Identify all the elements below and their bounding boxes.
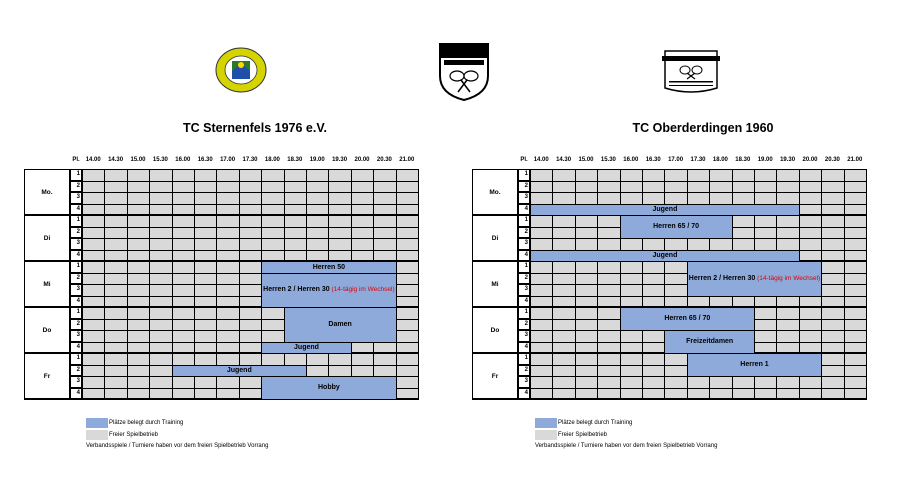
day-label: Do (24, 307, 70, 353)
training-block-text (689, 274, 820, 284)
day-label: Mi (472, 261, 518, 307)
training-block-label: Herren 65 / 70 (664, 315, 711, 323)
court-number: 2 (70, 319, 82, 331)
time-header: 20.00 (802, 157, 818, 163)
court-number: 4 (70, 296, 82, 308)
day-label: Mi (24, 261, 70, 307)
training-block-text (227, 366, 252, 375)
legend-training-swatch (86, 418, 108, 428)
court-number: 2 (70, 227, 82, 239)
time-header: 18.30 (287, 157, 303, 163)
legend-free-label: Freier Spielbetrieb (558, 432, 608, 438)
court-number: 2 (518, 319, 530, 331)
training-block[interactable] (620, 215, 733, 239)
training-block-text (653, 222, 699, 231)
time-header: 14.00 (533, 157, 549, 163)
training-block[interactable] (664, 330, 755, 354)
court-number: 3 (518, 376, 530, 388)
legend-free-swatch (86, 430, 108, 440)
training-block-label: Herren 1 (740, 361, 769, 369)
day-label: Fr (472, 353, 518, 399)
time-header: 17.00 (668, 157, 684, 163)
training-block-label: Jugend (226, 367, 252, 375)
tc-sternenfels-logo (215, 47, 267, 93)
time-header: 18.00 (264, 157, 280, 163)
court-number: 3 (70, 330, 82, 342)
legend-note: Verbandsspiele / Turniere haben vor dem freien Spielbetrieb Vorrang (535, 443, 718, 449)
training-block-text (652, 251, 677, 260)
time-header: 15.30 (600, 157, 616, 163)
court-number: 3 (518, 192, 530, 204)
legend-free-swatch (535, 430, 557, 440)
time-header: 19.00 (757, 157, 773, 163)
club-title-sternenfels: TC Sternenfels 1976 e.V. (182, 121, 328, 135)
time-header: 21.00 (847, 157, 863, 163)
time-header: 15.00 (578, 157, 594, 163)
court-number: 4 (518, 204, 530, 216)
court-number: 1 (70, 353, 82, 365)
training-block-text (686, 337, 733, 346)
training-block-label: Freizeitdamen (686, 338, 734, 346)
day-label: Di (472, 215, 518, 261)
court-number: 2 (518, 181, 530, 193)
training-block-label: Jugend (652, 206, 678, 214)
training-block[interactable] (620, 307, 755, 331)
court-number: 3 (518, 238, 530, 250)
court-number: 2 (518, 273, 530, 285)
time-header: 16.30 (197, 157, 213, 163)
training-block-text (740, 360, 768, 369)
court-number: 4 (70, 204, 82, 216)
legend-training-label: Plätze belegt durch Training (558, 420, 633, 426)
time-header: 20.30 (824, 157, 840, 163)
legend-training-swatch (535, 418, 557, 428)
day-label: Di (24, 215, 70, 261)
court-column-header: Pl. (520, 157, 528, 163)
court-number: 1 (70, 169, 82, 181)
time-header: 19.00 (309, 157, 325, 163)
court-number: 1 (70, 307, 82, 319)
court-number: 4 (70, 388, 82, 400)
time-header: 15.00 (130, 157, 146, 163)
training-block[interactable] (261, 376, 396, 400)
training-block[interactable] (261, 342, 352, 355)
time-header: 17.30 (242, 157, 258, 163)
club-title-oberderdingen: TC Oberderdingen 1960 (632, 121, 774, 135)
court-number: 2 (518, 227, 530, 239)
training-block[interactable] (687, 261, 822, 297)
court-number: 1 (70, 215, 82, 227)
time-header: 18.30 (735, 157, 751, 163)
training-block[interactable] (284, 307, 397, 343)
court-number: 2 (70, 365, 82, 377)
time-header: 20.00 (354, 157, 370, 163)
time-header: 16.00 (623, 157, 639, 163)
training-block-note: (14-tägig im Wechsel) (329, 286, 395, 294)
court-number: 3 (518, 284, 530, 296)
spielgemeinschaft-logo (438, 42, 490, 102)
time-header: 17.00 (220, 157, 236, 163)
court-number: 3 (70, 376, 82, 388)
training-block-label: Damen (328, 321, 352, 329)
court-number: 1 (70, 261, 82, 273)
training-block-text (652, 205, 677, 214)
time-header: 19.30 (332, 157, 348, 163)
training-block[interactable] (687, 353, 822, 377)
training-block-label: Hobby (317, 384, 340, 392)
court-number: 3 (518, 330, 530, 342)
training-block-label: Jugend (294, 344, 319, 352)
day-label: Do (472, 307, 518, 353)
court-number: 4 (518, 388, 530, 400)
time-header: 17.30 (690, 157, 706, 163)
training-block-label: Jugend (652, 252, 678, 260)
time-header: 16.30 (645, 157, 661, 163)
court-number: 4 (70, 342, 82, 354)
court-number: 1 (518, 307, 530, 319)
legend-free-label: Freier Spielbetrieb (109, 432, 159, 438)
court-number: 4 (518, 296, 530, 308)
training-block-text (664, 314, 710, 323)
training-block[interactable] (261, 273, 396, 309)
court-number: 3 (70, 284, 82, 296)
court-number: 1 (518, 215, 530, 227)
time-header: 20.30 (376, 157, 392, 163)
day-label: Mo. (24, 169, 70, 215)
tc-oberderdingen-logo (661, 48, 721, 96)
court-number: 4 (70, 250, 82, 262)
time-header: 16.00 (175, 157, 191, 163)
time-header: 19.30 (780, 157, 796, 163)
court-number: 3 (70, 192, 82, 204)
time-header: 14.30 (556, 157, 572, 163)
day-label: Fr (24, 353, 70, 399)
time-header: 15.30 (152, 157, 168, 163)
training-block-text (313, 263, 345, 272)
court-number: 2 (70, 273, 82, 285)
time-header: 21.00 (399, 157, 415, 163)
day-separator (472, 398, 866, 400)
training-block-note: (14-tägig im Wechsel) (755, 274, 821, 282)
court-number: 2 (70, 181, 82, 193)
training-block-text (328, 320, 351, 329)
time-header: 18.00 (712, 157, 728, 163)
training-block-text (294, 343, 319, 352)
court-column-header: Pl. (72, 157, 80, 163)
legend-note: Verbandsspiele / Turniere haben vor dem freien Spielbetrieb Vorrang (86, 443, 269, 449)
time-header: 14.00 (85, 157, 101, 163)
court-number: 1 (518, 353, 530, 365)
legend-training-label: Plätze belegt durch Training (109, 420, 184, 426)
training-block-label: Herren 2 / Herren 30 (688, 274, 756, 282)
court-number: 1 (518, 261, 530, 273)
court-number: 1 (518, 169, 530, 181)
time-header: 14.30 (108, 157, 124, 163)
court-number: 3 (70, 238, 82, 250)
court-number: 4 (518, 250, 530, 262)
court-number: 2 (518, 365, 530, 377)
day-label: Mo. (472, 169, 518, 215)
court-number: 4 (518, 342, 530, 354)
training-block-label: Herren 65 / 70 (653, 223, 700, 231)
training-block-text (263, 285, 394, 295)
training-block-label: Herren 50 (312, 263, 346, 271)
training-block-label: Herren 2 / Herren 30 (263, 286, 330, 294)
training-block-text (318, 383, 340, 392)
